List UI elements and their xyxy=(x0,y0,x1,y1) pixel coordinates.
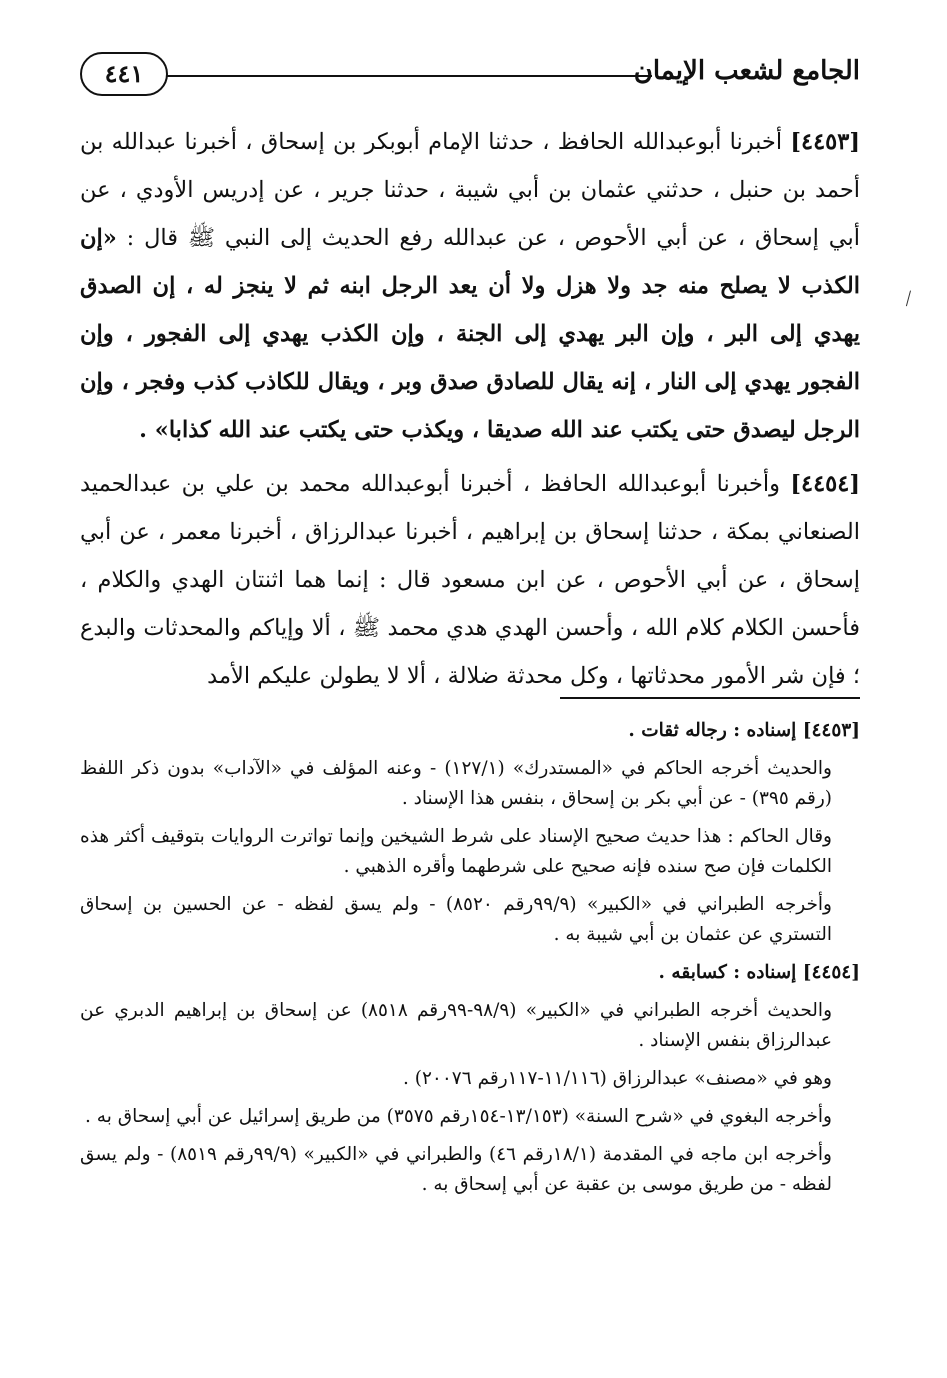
footnote-paragraph: والحديث أخرجه الطبراني في «الكبير» (٩٨/٩-٩٩رقم ٨٥١٨) عن إسحاق بن إبراهيم الدبري عن عبدالرزاق بنفس الإسناد . xyxy=(80,1000,832,1051)
margin-mark xyxy=(903,290,911,306)
footnote-paragraph: وأخرجه ابن ماجه في المقدمة (١٨/١رقم ٤٦) والطبراني في «الكبير» (٩٩/٩رقم ٨٥١٩) - ولم يسق لفظه - من طريق موسى بن عقبة عن أبي إسحاق به . xyxy=(80,1144,832,1195)
footnote-separator xyxy=(560,697,860,699)
main-text xyxy=(80,118,860,706)
header-rule xyxy=(166,75,652,77)
footnote-heading: [٤٤٥٤] إسناده : كسابقه . xyxy=(658,962,860,983)
hadith-4453 xyxy=(80,118,860,454)
footnote-heading: [٤٤٥٣] إسناده : رجاله ثقات . xyxy=(628,720,860,741)
hadith-number: [٤٤٥٣] xyxy=(790,129,861,155)
hadith-4454 xyxy=(80,460,860,700)
footnote-paragraph: والحديث أخرجه الحاكم في «المستدرك» (١٢٧/١) - وعنه المؤلف في «الآداب» بدون ذكر اللفظ (رقم ٣٩٥) - عن أبي بكر بن إسحاق ، بنفس هذا الإسناد . xyxy=(80,758,832,809)
footnote-paragraph: وأخرجه البغوي في «شرح السنة» (١٣/١٥٣-١٥٤رقم ٣٥٧٥) من طريق إسرائيل عن أبي إسحاق به . xyxy=(85,1106,832,1127)
book-page xyxy=(60,38,870,1348)
hadith-number: [٤٤٥٤] xyxy=(790,471,860,497)
hadith-matn: «إن الكذب لا يصلح منه جد ولا هزل ولا أن يعد الرجل ابنه ثم لا ينجز له ، إن الصدق يهدي إلى البر ، وإن البر يهدي إلى الجنة ، وإن الكذب يهدي إلى الفجور ، وإن الفجور يهدي إلى النار ، إنه يقال للصادق صدق وبر ، ويقال للكاذب كذب وفجر ، وإن الرجل ليصدق حتى يكتب عند الله صديقا ، ويكذب حتى يكتب عند الله كذابا» . xyxy=(80,225,860,443)
footnote-paragraph: وهو في «مصنف» عبدالرزاق (١١/١١٦-١١٧رقم ٢٠٠٧٦) . xyxy=(403,1068,832,1089)
page-number: ٤٤١ xyxy=(80,52,168,96)
hadith-text: وأخبرنا أبوعبدالله الحافظ ، أخبرنا أبوعبدالله محمد بن علي بن عبدالحميد الصنعاني بمكة ، حدثنا إسحاق بن إبراهيم ، أخبرنا عبدالرزاق ، أخبرنا معمر ، عن أبي إسحاق ، عن أبي الأحوص ، عن ابن مسعود قال : إنما هما اثنتان الهدي والكلام ، فأحسن الكلام كلام الله ، وأحسن الهدي هدي محمد ﷺ ، ألا وإياكم والمحدثات والبدع ؛ فإن شر الأمور محدثاتها ، وكل محدثة ضلالة ، ألا لا يطولن عليكم الأمد xyxy=(80,471,860,689)
page-header xyxy=(80,52,860,98)
footnotes xyxy=(80,716,860,1208)
hadith-chain: أخبرنا أبوعبدالله الحافظ ، حدثنا الإمام أبوبكر بن إسحاق ، أخبرنا عبدالله بن أحمد بن حنبل ، حدثني عثمان بن أبي شيبة ، حدثنا جرير ، عن إدريس الأودي ، عن أبي إسحاق ، عن أبي الأحوص ، عن عبدالله رفع الحديث إلى النبي ﷺ قال : xyxy=(80,129,860,251)
footnote-paragraph: وأخرجه الطبراني في «الكبير» (٩٩/٩رقم ٨٥٢٠) - ولم يسق لفظه - عن الحسين بن إسحاق التستري عن عثمان بن أبي شيبة به . xyxy=(80,894,832,945)
footnote-paragraph: وقال الحاكم : هذا حديث صحيح الإسناد على شرط الشيخين وإنما تواترت الروايات بتوقيف أكثر هذه الكلمات فإن صح سنده فإنه صحيح على شرطهما وأقره الذهبي . xyxy=(80,826,832,877)
running-title: الجامع لشعب الإيمان xyxy=(633,56,860,86)
